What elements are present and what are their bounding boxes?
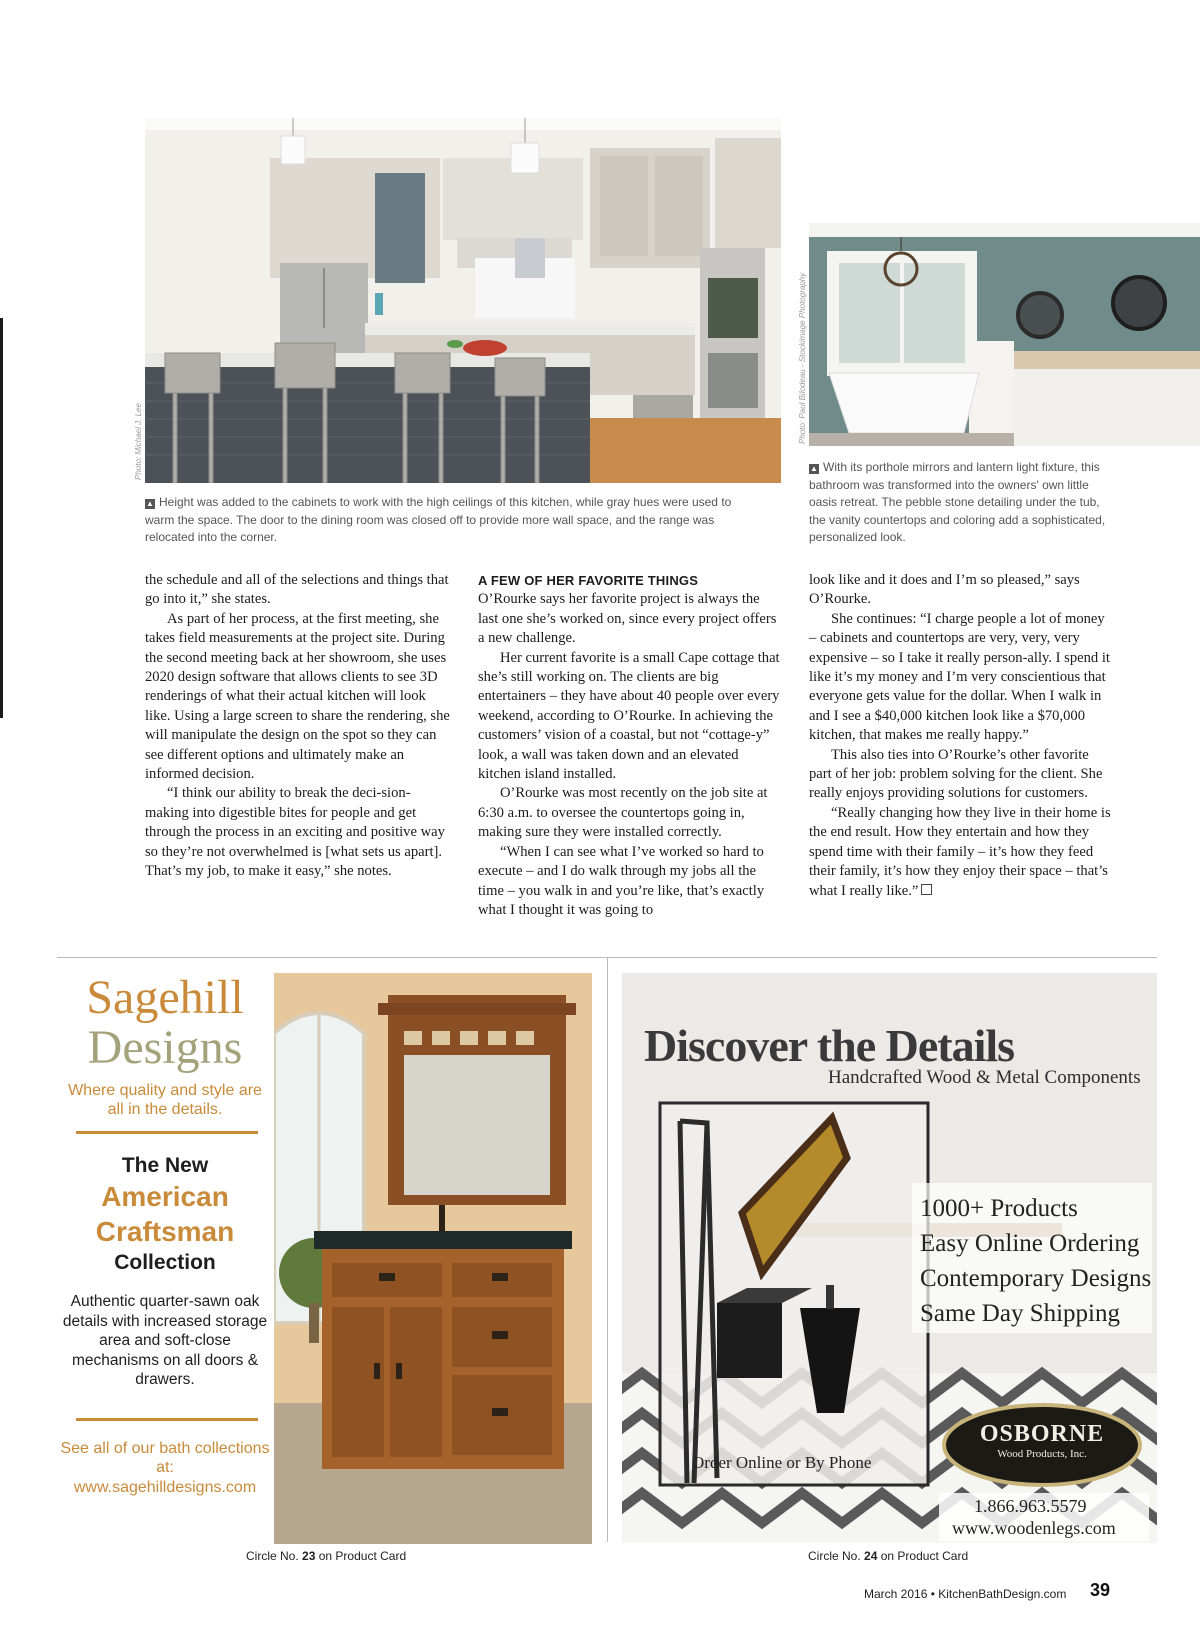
sagehill-collection-label: Collection	[114, 1251, 216, 1274]
osborne-url[interactable]: www.woodenlegs.com	[952, 1518, 1116, 1538]
osborne-ad	[622, 973, 1157, 1543]
sagehill-tagline: Where quality and style are all in the details.	[68, 1082, 262, 1118]
orange-divider	[76, 1418, 258, 1421]
osborne-feature: Same Day Shipping	[920, 1300, 1120, 1327]
footer-issue: March 2016	[864, 1587, 928, 1601]
osborne-logo-sub: Wood Products, Inc.	[997, 1448, 1087, 1460]
bathroom-photo	[809, 223, 1200, 446]
ad-divider	[607, 957, 608, 1542]
article-column-1	[145, 571, 453, 882]
section-heading: A FEW OF HER FAVORITE THINGS	[478, 573, 699, 588]
sagehill-collection-name: Craftsman	[95, 1216, 235, 1247]
circle-prefix: Circle No.	[246, 1549, 299, 1563]
osborne-title: Discover the Details	[644, 1020, 1015, 1071]
paragraph: the schedule and all of the selections and things that go into it,” she states.	[145, 572, 449, 608]
page-edge-bar	[0, 318, 3, 718]
sagehill-vanity-photo	[274, 973, 592, 1544]
osborne-feature-list	[920, 1191, 1151, 1331]
paragraph: O’Rourke was most recently on the job site at 6:30 a.m. to oversee the countertops going in, making sure they were installed correctly.	[478, 785, 768, 841]
paragraph: This also ties into O’Rourke’s other favorite part of her job: problem solving for the client. She really enjoys providing solutions for customers.	[809, 746, 1103, 802]
kitchen-photo	[145, 118, 781, 483]
sagehill-body: Authentic quarter-sawn oak details with increased storage area and soft-close mechanisms on all doors & drawers.	[62, 1293, 268, 1388]
osborne-logo-name: OSBORNE	[979, 1421, 1105, 1447]
page-footer	[864, 1587, 1066, 1601]
page-number: 39	[1090, 1580, 1111, 1600]
footer-separator: •	[930, 1587, 939, 1601]
osborne-feature: Contemporary Designs	[920, 1265, 1152, 1292]
circle-number: 23	[302, 1549, 316, 1563]
article-column-2	[478, 571, 780, 920]
bath-caption	[809, 459, 1109, 547]
orange-divider	[76, 1131, 258, 1134]
sagehill-see-all: See all of our bath collections at:	[60, 1439, 270, 1476]
osborne-order-text: Order Online or By Phone	[692, 1453, 872, 1472]
sagehill-new: The New	[121, 1154, 209, 1177]
paragraph: She continues: “I charge people a lot of money – cabinets and countertops are very, very, very expensive – so I take it really person-ally. I spend it like it’s my money and I’m very conscientious that everyone gets value for the dollar. When I walk in and I see a $40,000 kitchen look like a $70,000 kitchen, that makes me really happy.”	[809, 610, 1110, 744]
osborne-feature: Easy Online Ordering	[920, 1230, 1140, 1257]
circle-no-24	[808, 1549, 968, 1563]
paragraph: “When I can see what I’ve worked so hard to execute – and I do walk through my jobs all the time – you walk in and you’re like, that’s exactly what I thought it was going to	[478, 843, 765, 918]
paragraph: “I think our ability to break the deci-sion-making into digestible bites for people and get through the process in an exciting and positive way so they’re not overwhelmed is [what sets us apart]. That’s my job, to make it easy,” she notes.	[145, 785, 445, 880]
circle-suffix: on Product Card	[318, 1549, 407, 1563]
paragraph: “Really changing how they live in their home is the end result. How they entertain and how they spend time with their family – it’s how they feed their family, it’s how they enjoy their space – that’s what I really like.”	[809, 804, 1111, 899]
sagehill-logo-line2: Designs	[87, 1021, 243, 1074]
sagehill-ad-text	[58, 973, 272, 1497]
arrow-up-icon: ▲	[146, 499, 154, 508]
kitchen-photo-credit: Photo: Michael J. Lee	[134, 403, 143, 480]
osborne-feature: 1000+ Products	[920, 1195, 1078, 1222]
paragraph: O’Rourke says her favorite project is always the last one she’s worked on, since every project offers a new challenge.	[478, 591, 777, 647]
paragraph: Her current favorite is a small Cape cottage that she’s still working on. The clients are big entertainers – they have about 40 people over every weekend, according to O’Rourke. In achieving the customers’ vision of a coastal, but not “cottage-y” look, a wall was taken down and an elevated kitchen island installed.	[478, 649, 780, 783]
article-column-3	[809, 571, 1114, 901]
sagehill-collection-name: American	[101, 1181, 229, 1212]
footer-site: KitchenBathDesign.com	[938, 1587, 1067, 1601]
osborne-subtitle: Handcrafted Wood & Metal Components	[828, 1067, 1141, 1088]
sagehill-url[interactable]: www.sagehilldesigns.com	[73, 1478, 257, 1496]
bath-photo-credit: Photo: Paul Bilodeau - Stockimage Photography	[798, 272, 807, 444]
kitchen-caption-text: Height was added to the cabinets to work with the high ceilings of this kitchen, while gray hues were used to warm the space. The door to the dining room was closed off to provide more wall space, and the range was relocated into the corner.	[145, 495, 732, 544]
osborne-phone: 1.866.963.5579	[974, 1496, 1087, 1516]
osborne-logo	[962, 1421, 1122, 1460]
end-mark-icon	[921, 884, 932, 895]
sagehill-logo-line1: Sagehill	[86, 971, 244, 1024]
circle-number: 24	[864, 1549, 878, 1563]
circle-prefix: Circle No.	[808, 1549, 861, 1563]
circle-no-23	[246, 1549, 406, 1563]
paragraph: As part of her process, at the first meeting, she takes field measurements at the project site. During the second meeting back at her showroom, she uses 2020 design software that allows clients to see 3D renderings of what their actual kitchen will look like. Using a large screen to share the rendering, she will manipulate the design on the spot so they can see different options and ultimately make an informed decision.	[145, 610, 450, 783]
kitchen-caption	[145, 494, 760, 547]
bath-caption-text: With its porthole mirrors and lantern light fixture, this bathroom was transformed into the owners' own little oasis retreat. The pebble stone detailing under the tub, the vanity countertops and coloring add a sophisticated, personalized look.	[809, 460, 1106, 544]
circle-suffix: on Product Card	[880, 1549, 969, 1563]
arrow-up-icon: ▲	[810, 464, 818, 473]
paragraph: look like and it does and I’m so pleased,” says O’Rourke.	[809, 572, 1080, 608]
